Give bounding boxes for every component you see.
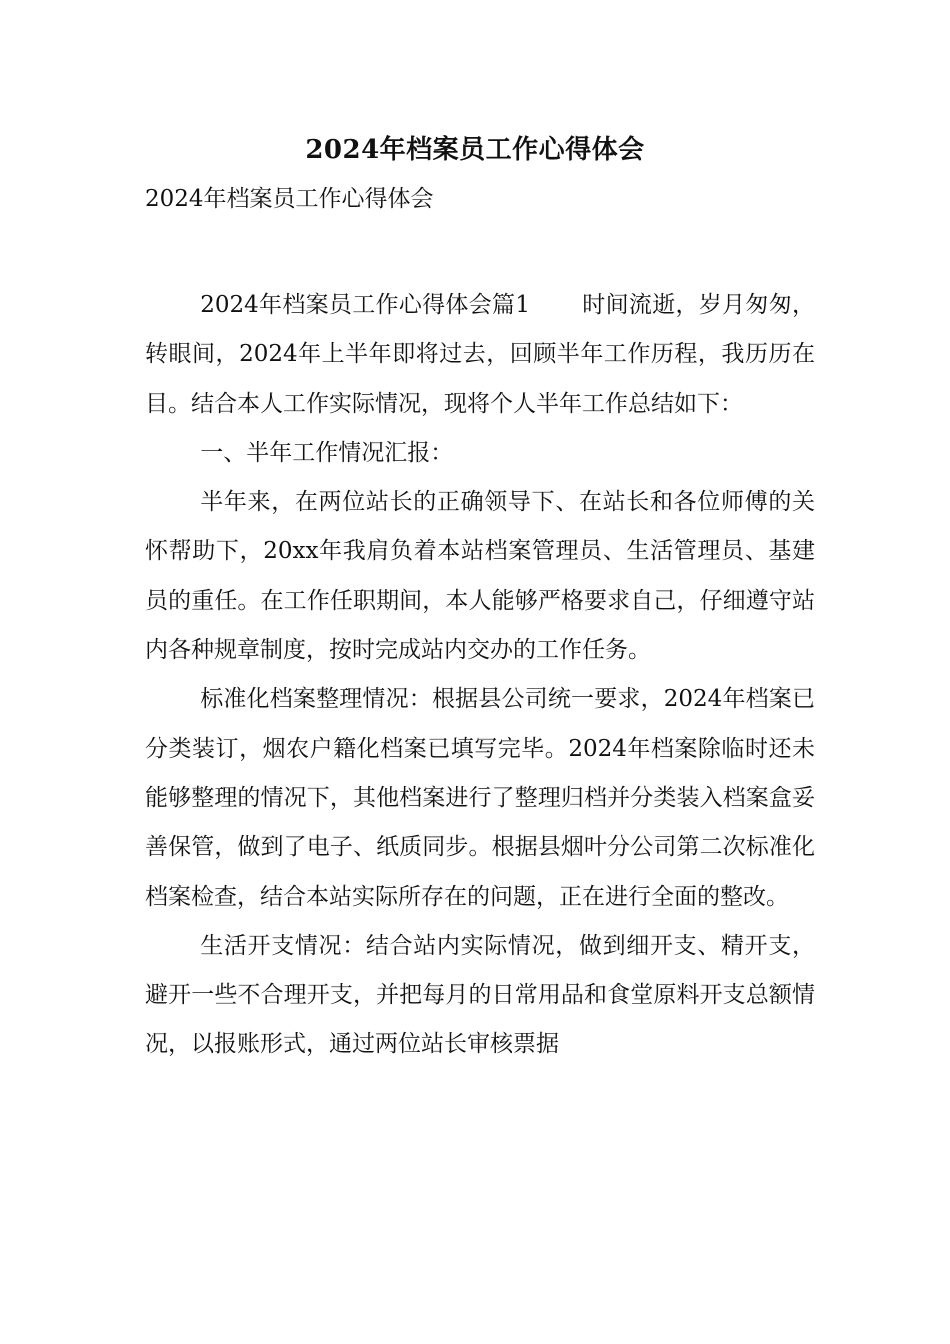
paragraph-2: 一、半年工作情况汇报：	[200, 439, 454, 466]
paragraph-1	[145, 281, 815, 429]
paragraph-1-text: 时间流逝，岁月匆匆，转眼间，2024年上半年即将过去，回顾半年工作历程，我历历在目。结合本人工作实际情况，现将个人半年工作总结如下：	[145, 292, 816, 417]
paragraph-1-lead: 2024年档案员工作心得体会篇1	[200, 292, 530, 318]
paragraph-4: 标准化档案整理情况：根据县公司统一要求，2024年档案已分类装订，烟农户籍化档案已填写完毕。2024年档案除临时还未能够整理的情况下，其他档案进行了整理归档并分类装入档案盒妥善保管，做到了电子、纸质同步。根据县烟叶分公司第二次标准化档案检查，结合本站实际所存在的问题，正在进行全面的整改。	[145, 686, 815, 910]
document-title: 2024年档案员工作心得体会	[305, 135, 645, 165]
paragraph-3: 半年来，在两位站长的正确领导下、在站长和各位师傅的关怀帮助下，20xx年我肩负着本站档案管理员、生活管理员、基建员的重任。在工作任职期间，本人能够严格要求自己，仔细遵守站内各种规章制度，按时完成站内交办的工作任务。	[145, 489, 815, 664]
document-subtitle: 2024年档案员工作心得体会	[145, 186, 434, 212]
paragraph-5: 生活开支情况：结合站内实际情况，做到细开支、精开支，避开一些不合理开支，并把每月的日常用品和食堂原料开支总额情况，以报账形式，通过两位站长审核票据	[145, 932, 815, 1058]
document-body	[145, 281, 815, 1070]
